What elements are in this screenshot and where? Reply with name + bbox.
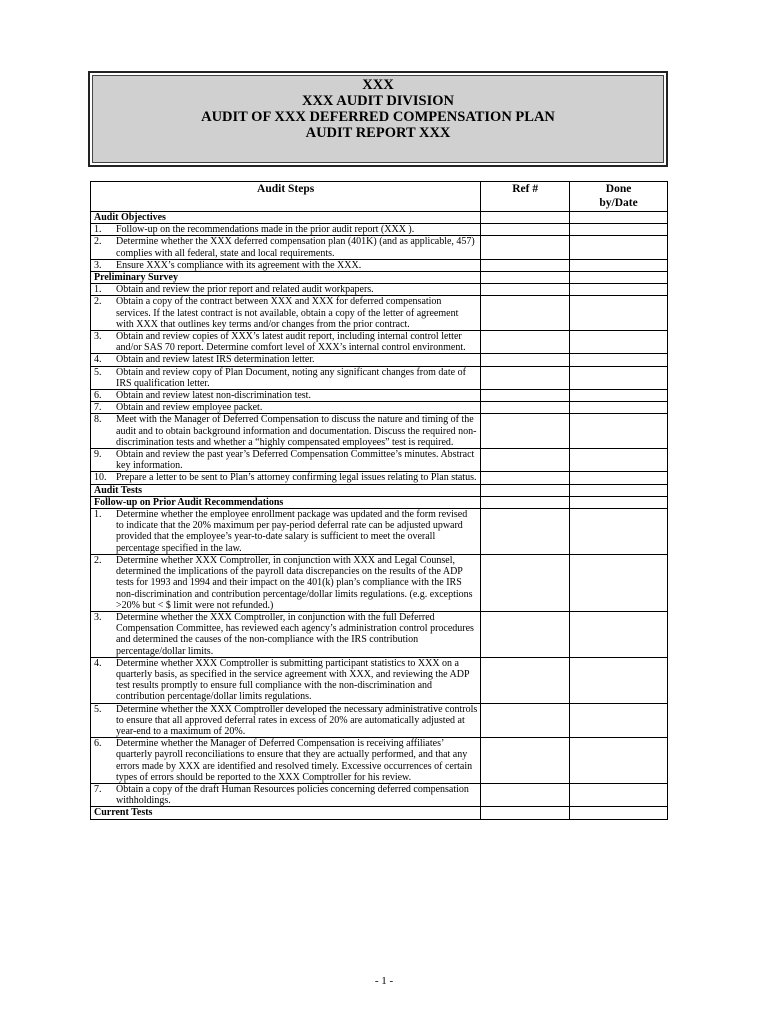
step-item (94, 449, 477, 471)
step-cell (91, 259, 481, 271)
step-item (94, 472, 477, 483)
ref-cell (481, 783, 570, 806)
step-text: Follow-up on the recommendations made in the prior audit report (XXX ). (116, 224, 415, 236)
step-item (94, 414, 477, 448)
step-number: 10. (94, 472, 107, 484)
ref-cell (481, 657, 570, 703)
step-number: 3. (94, 611, 102, 623)
step-text: Determine whether XXX Comptroller is submitting participant statistics to XXX on a quarterly basis, as specified in the service agreement with XXX, and reviewing the ADP test results promptly to ensure full compliance with the non-discrimination and contribution percentage/dollar limits regulations. (116, 657, 470, 703)
table-row (91, 554, 668, 611)
table-row (91, 657, 668, 703)
step-text: Prepare a letter to be sent to Plan’s attorney confirming legal issues relating to Plan status. (116, 472, 477, 484)
audit-steps-table (90, 181, 668, 820)
step-number: 7. (94, 783, 102, 795)
table-row (91, 296, 668, 331)
step-cell (91, 509, 481, 555)
ref-cell (481, 331, 570, 354)
step-item (94, 367, 477, 389)
step-number: 2. (94, 236, 102, 248)
step-text: Determine whether the Manager of Deferred Compensation is receiving affiliates’ quarterly payroll reconciliations to ensure that they are actually performed, and that any errors made by XXX are identified and resolved timely. Excessive occurrences of certain types of errors should be reported to the XXX Comptroller for his review. (116, 738, 473, 783)
done-cell (570, 449, 668, 472)
table-row (91, 472, 668, 484)
step-text: Obtain and review latest non-discrimination test. (116, 390, 311, 402)
done-cell (570, 611, 668, 657)
section-title: Current Tests (91, 807, 481, 819)
ref-cell (481, 259, 570, 271)
table-row (91, 509, 668, 555)
done-cell (570, 738, 668, 784)
done-cell (570, 366, 668, 389)
section-title: Preliminary Survey (91, 272, 481, 284)
done-cell (570, 414, 668, 449)
step-item (94, 612, 477, 657)
page-number: - 1 - (374, 975, 394, 987)
done-cell (570, 354, 668, 366)
done-cell (570, 554, 668, 611)
table-row (91, 449, 668, 472)
step-number: 5. (94, 366, 102, 378)
table-row (91, 236, 668, 259)
step-text: Obtain and review copies of XXX’s latest audit report, including internal control letter and/or SAS 70 report. Determine comfort level of XXX’s internal control environment. (116, 331, 466, 354)
ref-cell (481, 611, 570, 657)
section-row-tests (91, 484, 668, 496)
done-cell (570, 236, 668, 259)
step-item (94, 784, 477, 806)
title-line-2: XXX AUDIT DIVISION (301, 93, 455, 109)
ref-cell (481, 738, 570, 784)
done-cell (570, 402, 668, 414)
step-number: 1. (94, 284, 102, 296)
step-item (94, 738, 477, 783)
done-cell (570, 783, 668, 806)
done-cell (570, 657, 668, 703)
step-number: 1. (94, 509, 102, 521)
step-number: 2. (94, 296, 102, 308)
step-number: 2. (94, 554, 102, 566)
done-cell (570, 224, 668, 236)
step-number: 8. (94, 414, 102, 426)
ref-cell (481, 449, 570, 472)
table-row (91, 611, 668, 657)
step-number: 3. (94, 331, 102, 343)
step-text: Ensure XXX’s compliance with its agreement with the XXX. (116, 259, 362, 271)
table-row (91, 224, 668, 236)
header-ref: Ref # (481, 182, 570, 212)
step-number: 3. (94, 259, 102, 271)
step-item (94, 331, 477, 353)
step-text: Obtain a copy of the contract between XXX and XXX for deferred compensation services. If the latest contract is not available, obtain a copy of the letter of agreement with XXX that outlines key terms and/or changes from the prior contract. (116, 296, 459, 330)
section-title: Audit Objectives (91, 212, 481, 224)
step-cell (91, 224, 481, 236)
done-cell (570, 807, 668, 819)
section-title: Audit Tests (91, 484, 481, 496)
step-item (94, 284, 477, 295)
ref-cell (481, 272, 570, 284)
table-body (91, 212, 668, 820)
ref-cell (481, 484, 570, 496)
step-cell (91, 390, 481, 402)
section-row-objectives (91, 212, 668, 224)
step-item (94, 402, 477, 413)
title-line-1: XXX (362, 77, 394, 93)
header-audit-steps: Audit Steps (91, 182, 481, 212)
ref-cell (481, 296, 570, 331)
ref-cell (481, 807, 570, 819)
done-cell (570, 703, 668, 738)
table-row (91, 284, 668, 296)
step-cell (91, 738, 481, 784)
step-text: Meet with the Manager of Deferred Compensation to discuss the nature and timing of the audit and to obtain background information and documentation. Discuss the required non-discrimination tests and whether a “highly compensated employees” test is required. (116, 414, 477, 448)
table-row (91, 259, 668, 271)
step-item (94, 354, 477, 365)
done-cell (570, 484, 668, 496)
step-number: 5. (94, 703, 102, 715)
table-row (91, 414, 668, 449)
step-text: Obtain and review copy of Plan Document, noting any significant changes from date of IRS qualification letter. (116, 366, 466, 389)
done-cell (570, 390, 668, 402)
step-text: Determine whether XXX Comptroller, in conjunction with XXX and Legal Counsel, determined the implications of the payroll data discrepancies on the results of the ADP tests for 1993 and 1994 and their impact on the 401(k) plan’s compliance with the IRS non-discrimination and contribution percentage/dollar limits regulations. (e.g. exceptions >20% but < $ limit were not refunded.) (116, 554, 473, 611)
section-title: Follow-up on Prior Audit Recommendations (91, 496, 481, 508)
done-cell (570, 212, 668, 224)
ref-cell (481, 703, 570, 738)
report-title-box (88, 71, 668, 167)
done-cell (570, 509, 668, 555)
step-number: 1. (94, 224, 102, 236)
step-cell (91, 611, 481, 657)
ref-cell (481, 554, 570, 611)
ref-cell (481, 414, 570, 449)
table-row (91, 354, 668, 366)
step-item (94, 390, 477, 401)
table-row (91, 390, 668, 402)
step-text: Determine whether the XXX Comptroller, in conjunction with the full Deferred Compensation Committee, has reviewed each agency’s administration control procedures and determined the causes of the non-compliance with the IRS contribution percentage/dollar limits. (116, 611, 474, 657)
table-row (91, 783, 668, 806)
ref-cell (481, 354, 570, 366)
done-cell (570, 472, 668, 484)
step-item (94, 658, 477, 703)
done-cell (570, 284, 668, 296)
step-item (94, 224, 477, 235)
ref-cell (481, 224, 570, 236)
step-number: 4. (94, 657, 102, 669)
ref-cell (481, 472, 570, 484)
ref-cell (481, 236, 570, 259)
step-item (94, 296, 477, 330)
step-number: 9. (94, 449, 102, 461)
step-cell (91, 703, 481, 738)
done-cell (570, 331, 668, 354)
step-cell (91, 402, 481, 414)
step-text: Obtain and review latest IRS determination letter. (116, 354, 315, 366)
table-row (91, 738, 668, 784)
done-cell (570, 496, 668, 508)
step-item (94, 260, 477, 271)
step-cell (91, 554, 481, 611)
step-number: 7. (94, 402, 102, 414)
step-item (94, 236, 477, 258)
step-cell (91, 366, 481, 389)
ref-cell (481, 284, 570, 296)
step-cell (91, 296, 481, 331)
section-row-followup (91, 496, 668, 508)
step-cell (91, 354, 481, 366)
step-item (94, 704, 477, 738)
table-row (91, 331, 668, 354)
step-cell (91, 657, 481, 703)
ref-cell (481, 402, 570, 414)
done-cell (570, 296, 668, 331)
table-row (91, 366, 668, 389)
title-line-3: AUDIT OF XXX DEFERRED COMPENSATION PLAN (201, 109, 555, 125)
step-text: Determine whether the employee enrollment package was updated and the form revised to indicate that the 20% maximum per pay-period deferral rate can be adjusted upward provided that the employee’s year-to-date salary is sufficient to meet the overall percentage specified in the law. (116, 509, 468, 554)
step-item (94, 509, 477, 554)
ref-cell (481, 509, 570, 555)
ref-cell (481, 366, 570, 389)
step-cell (91, 783, 481, 806)
step-cell (91, 331, 481, 354)
step-text: Determine whether the XXX deferred compensation plan (401K) (and as applicable, 457) complies with all federal, state and local requirements. (116, 236, 475, 259)
step-text: Obtain and review employee packet. (116, 402, 263, 414)
table-header-row (91, 182, 668, 212)
step-number: 4. (94, 354, 102, 366)
step-number: 6. (94, 738, 102, 750)
step-cell (91, 414, 481, 449)
step-item (94, 555, 477, 611)
done-cell (570, 259, 668, 271)
step-cell (91, 284, 481, 296)
ref-cell (481, 212, 570, 224)
step-text: Obtain a copy of the draft Human Resources policies concerning deferred compensation withholdings. (116, 783, 469, 807)
section-row-survey (91, 272, 668, 284)
ref-cell (481, 390, 570, 402)
table-row (91, 402, 668, 414)
header-done-line2: by/Date (599, 196, 638, 209)
section-row-current (91, 807, 668, 819)
step-cell (91, 236, 481, 259)
table-row (91, 703, 668, 738)
step-number: 6. (94, 390, 102, 402)
step-text: Obtain and review the past year’s Deferred Compensation Committee’s minutes. Abstract key information. (116, 449, 475, 472)
ref-cell (481, 496, 570, 508)
header-done-line1: Done (605, 183, 632, 195)
title-line-4: AUDIT REPORT XXX (305, 125, 451, 141)
step-cell (91, 449, 481, 472)
done-cell (570, 272, 668, 284)
step-cell (91, 472, 481, 484)
header-done (570, 182, 668, 212)
step-text: Obtain and review the prior report and related audit workpapers. (116, 284, 374, 296)
step-text: Determine whether the XXX Comptroller developed the necessary administrative controls to ensure that all approved deferral rates in excess of 20% are automatically adjusted at year-end to a maximum of 20%. (116, 703, 478, 737)
